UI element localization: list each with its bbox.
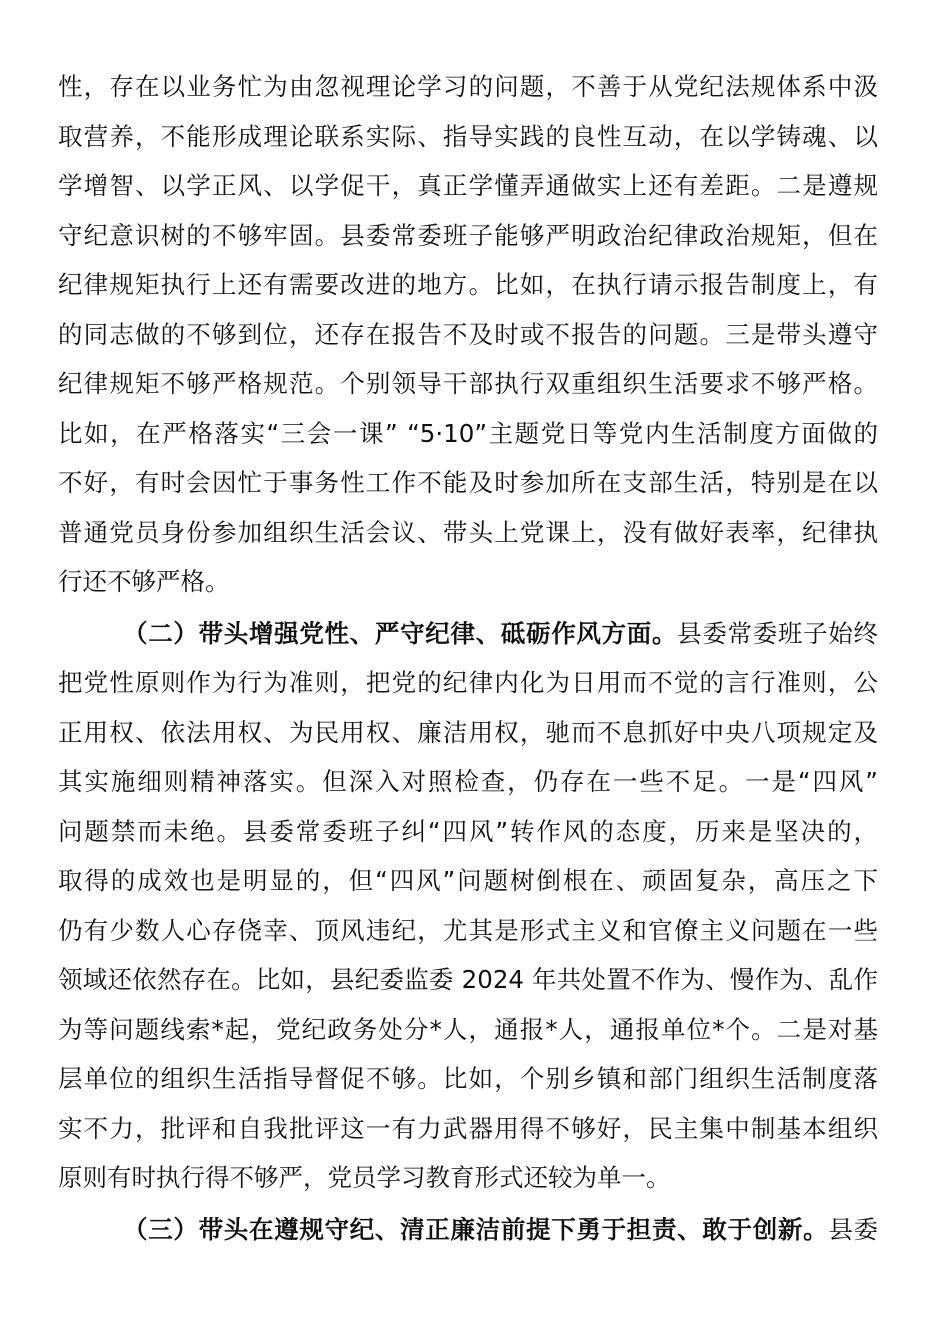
text-line: 不好，有时会因忙于事务性工作不能及时参加所在支部生活，特别是在以 [58,468,878,497]
section-heading: （二）带头增强党性、严守纪律、砥砺作风方面。 [123,618,678,648]
text-line: 学增智、以学正风、以学促干，真正学懂弄通做实上还有差距。二是遵规 [58,171,878,200]
text-line [58,1205,878,1255]
text-line: 普通党员身份参加组织生活会议、带头上党课上，没有做好表率，纪律执 [58,517,878,547]
paragraph-3 [58,1205,878,1255]
text-line: 守纪意识树的不够牢固。县委常委班子能够严明政治纪律政治规矩，但在 [58,220,878,250]
text-line: 问题禁而未绝。县委常委班子纠“四风”转作风的态度，历来是坚决的， [58,816,878,846]
text-line: 纪律规矩执行上还有需要改进的地方。比如，在执行请示报告制度上，有 [58,270,878,299]
text-line: 层单位的组织生活指导督促不够。比如，个别乡镇和部门组织生活制度落 [58,1064,878,1093]
text-line: 为等问题线索*起，党纪政务处分*人，通报*人，通报单位*个。二是对基 [58,1014,878,1044]
text-line: 其实施细则精神落实。但深入对照检查，仍存在一些不足。一是“四风” [58,767,878,796]
section-text: 县委 [828,1214,878,1244]
document-body [58,62,878,1254]
text-line: 比如，在严格落实“三会一课” “5·10”主题党日等党内生活制度方面做的 [58,418,878,448]
text-line: 正用权、依法用权、为民用权、廉洁用权，驰而不息抓好中央八项规定及 [58,717,878,747]
text-line: 领域还依然存在。比如，县纪委监委 2024 年共处置不作为、慢作为、乱作 [58,965,878,994]
text-line: 取得的成效也是明显的，但“四风”问题树倒根在、顽固复杂，高压之下 [58,866,878,895]
paragraph-1 [58,62,878,607]
text-line: 纪律规矩不够严格规范。个别领导干部执行双重组织生活要求不够严格。 [58,369,878,398]
text-line: 把党性原则作为行为准则，把党的纪律内化为日用而不觉的言行准则，公 [58,668,878,697]
section-text: 县委常委班子始终 [677,618,878,648]
paragraph-2 [58,609,878,1203]
section-heading: （三）带头在遵规守纪、清正廉洁前提下勇于担责、敢于创新。 [123,1214,829,1244]
text-line [58,609,878,659]
text-line: 的同志做的不够到位，还存在报告不及时或不报告的问题。三是带头遵守 [58,319,878,349]
text-line: 实不力，批评和自我批评这一有力武器用得不够好，民主集中制基本组织 [58,1113,878,1143]
text-line: 取营养，不能形成理论联系实际、指导实践的良性互动，在以学铸魂、以 [58,121,878,151]
text-line: 仍有少数人心存侥幸、顶风违纪，尤其是形式主义和官僚主义问题在一些 [58,915,878,945]
text-line: 性，存在以业务忙为由忽视理论学习的问题，不善于从党纪法规体系中汲 [58,72,878,101]
text-line: 原则有时执行得不够严，党员学习教育形式还较为单一。 [58,1163,671,1192]
text-line: 行还不够严格。 [58,567,230,596]
